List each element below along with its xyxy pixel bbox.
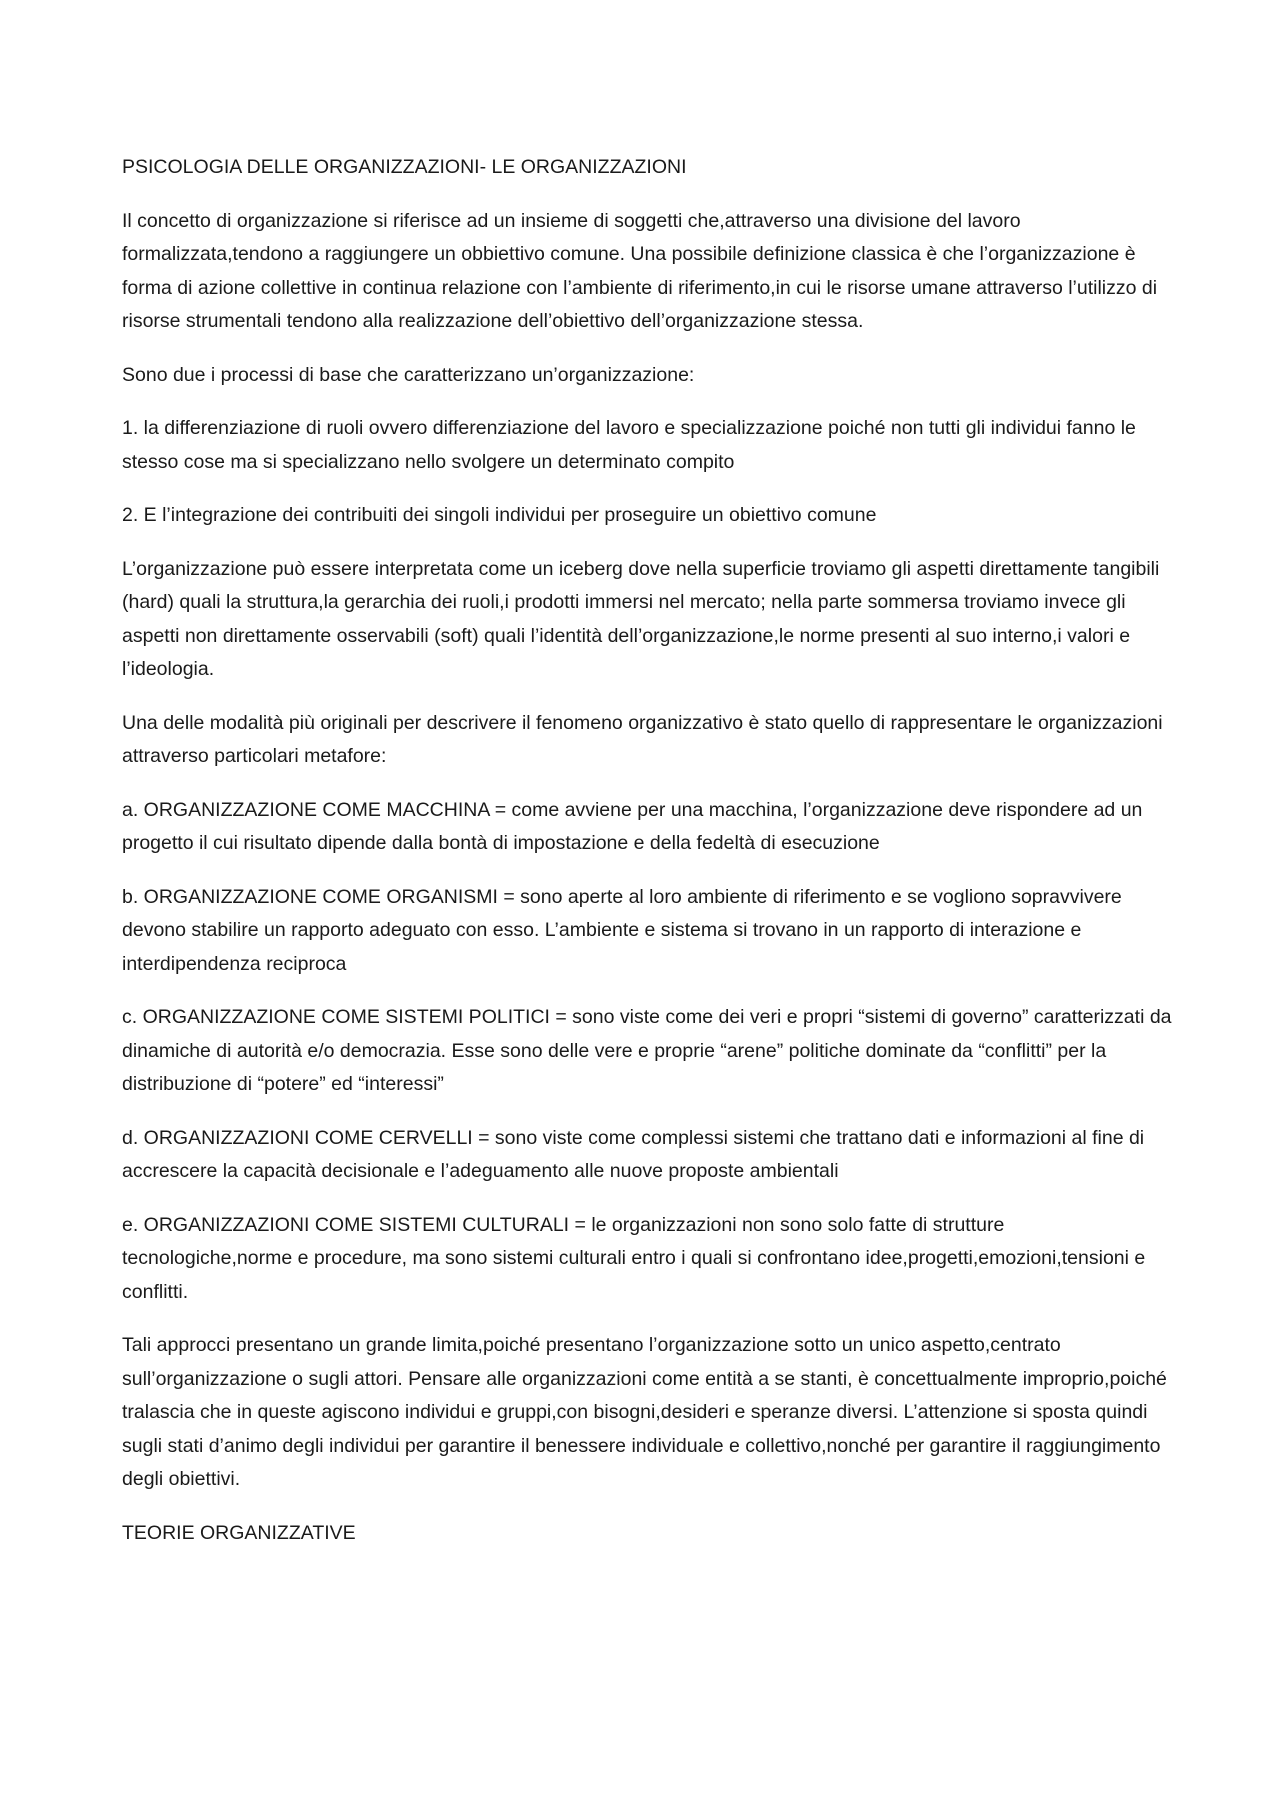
document-page bbox=[122, 151, 1172, 1570]
paragraph-metafora-b: b. ORGANIZZAZIONE COME ORGANISMI = sono aperte al loro ambiente di riferimento e se vogliono sopravvivere devono stabilire un rapporto adeguato con esso. L’ambiente e sistema si trovano in un rapporto di interazione e interdipendenza reciproca bbox=[122, 885, 1122, 975]
paragraph-process-2: 2. E l’integrazione dei contribuiti dei singoli individui per proseguire un obiettivo comune bbox=[122, 504, 877, 526]
paragraph-process-1: 1. la differenziazione di ruoli ovvero differenziazione del lavoro e specializzazione poiché non tutti gli individui fanno le stesso cose ma si specializzano nello svolgere un determinato compito bbox=[122, 417, 1136, 473]
paragraph-iceberg: L’organizzazione può essere interpretata come un iceberg dove nella superficie troviamo gli aspetti direttamente tangibili (hard) quali la struttura,la gerarchia dei ruoli,i prodotti immersi nel mercato; nella parte sommersa troviamo invece gli aspetti non direttamente osservabili (soft) quali l’identità dell’organizzazione,le norme presenti al suo interno,i valori e l’ideologia. bbox=[122, 557, 1160, 680]
paragraph-limiti: Tali approcci presentano un grande limita,poiché presentano l’organizzazione sotto un unico aspetto,centrato sull’organizzazione o sugli attori. Pensare alle organizzazioni come entità a se stanti, è concettualmente improprio,poiché tralascia che in queste agiscono individui e gruppi,con bisogni,desideri e speranze diversi. L’attenzione si sposta quindi sugli stati d’animo degli individui per garantire il benessere individuale e collettivo,nonché per garantire il raggiungimento degli obiettivi. bbox=[122, 1334, 1167, 1490]
document-title: PSICOLOGIA DELLE ORGANIZZAZIONI- LE ORGANIZZAZIONI bbox=[122, 156, 687, 178]
paragraph-metafora-c: c. ORGANIZZAZIONE COME SISTEMI POLITICI = sono viste come dei veri e propri “sistemi di governo” caratterizzati da dinamiche di autorità e/o democrazia. Esse sono delle vere e proprie “arene” politiche dominate da “conflitti” per la distribuzione di “potere” ed “interessi” bbox=[122, 1006, 1172, 1095]
section-heading: TEORIE ORGANIZZATIVE bbox=[122, 1521, 356, 1544]
paragraph-metafora-a: a. ORGANIZZAZIONE COME MACCHINA = come avviene per una macchina, l’organizzazione deve rispondere ad un progetto il cui risultato dipende dalla bontà di impostazione e della fedeltà di esecuzione bbox=[122, 798, 1143, 854]
paragraph-processes-intro: Sono due i processi di base che caratterizzano un’organizzazione: bbox=[122, 363, 695, 386]
paragraph-metafora-d: d. ORGANIZZAZIONI COME CERVELLI = sono viste come complessi sistemi che trattano dati e informazioni al fine di accrescere la capacità decisionale e l’adeguamento alle nuove proposte ambientali bbox=[122, 1126, 1145, 1182]
paragraph-metafora-e: e. ORGANIZZAZIONI COME SISTEMI CULTURALI = le organizzazioni non sono solo fatte di strutture tecnologiche,norme e procedure, ma sono sistemi culturali entro i quali si confrontano idee,progetti,emozioni,tensioni e conflitti. bbox=[122, 1213, 1146, 1303]
paragraph-metafore-intro: Una delle modalità più originali per descrivere il fenomeno organizzativo è stato quello di rappresentare le organizzazioni attraverso particolari metafore: bbox=[122, 711, 1163, 767]
paragraph-definition: Il concetto di organizzazione si riferisce ad un insieme di soggetti che,attraverso una divisione del lavoro formalizzata,tendono a raggiungere un obbiettivo comune. Una possibile definizione classica è che l’organizzazione è forma di azione collettive in continua relazione con l’ambiente di riferimento,in cui le risorse umane attraverso l’utilizzo di risorse strumentali tendono alla realizzazione dell’obiettivo dell’organizzazione stessa. bbox=[122, 209, 1158, 332]
